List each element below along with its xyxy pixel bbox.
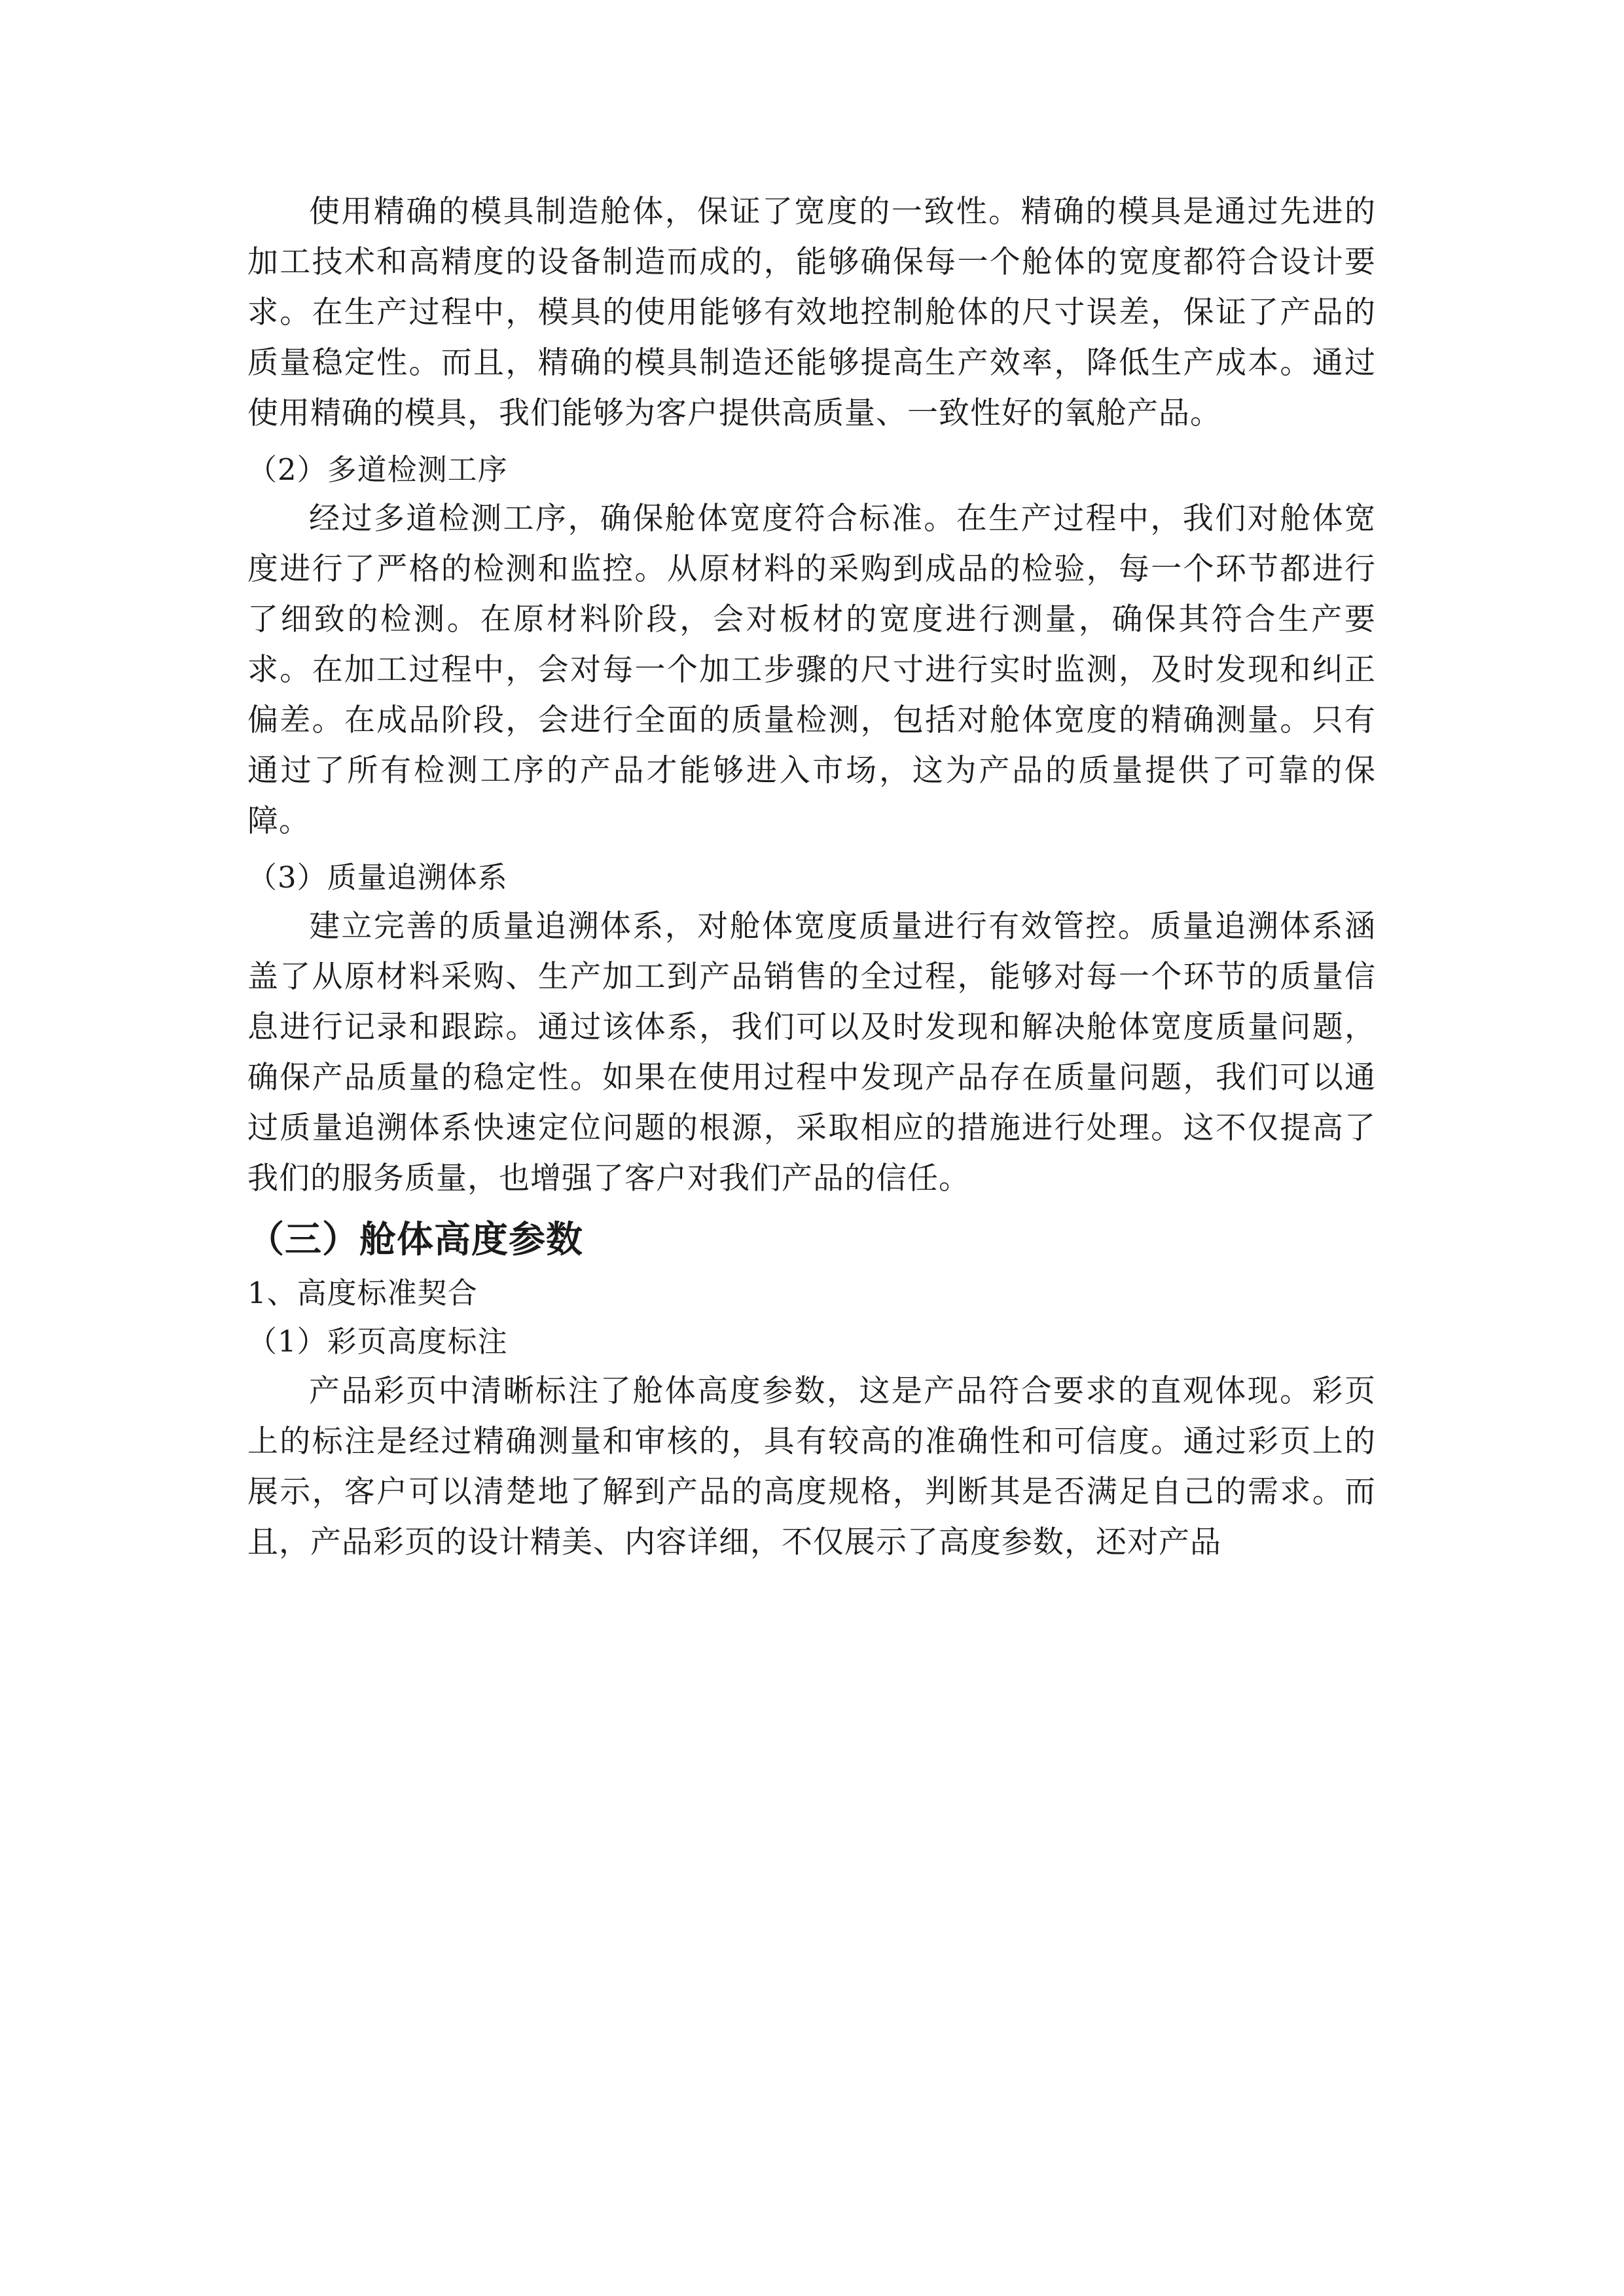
document-body	[247, 187, 1376, 1568]
heading-brochure-height-marking: （1）彩页高度标注	[247, 1324, 508, 1359]
paragraph-mold-precision: 使用精确的模具制造舱体，保证了宽度的一致性。精确的模具是通过先进的加工技术和高精度的设备制造而成的，能够确保每一个舱体的宽度都符合设计要求。在生产过程中，模具的使用能够有效地控制舱体的尺寸误差，保证了产品的质量稳定性。而且，精确的模具制造还能够提高生产效率，降低生产成本。通过使用精确的模具，我们能够为客户提供高质量、一致性好的氧舱产品。	[247, 194, 1376, 431]
paragraph-quality-traceability: 建立完善的质量追溯体系，对舱体宽度质量进行有效管控。质量追溯体系涵盖了从原材料采购、生产加工到产品销售的全过程，能够对每一个环节的质量信息进行记录和跟踪。通过该体系，我们可以及时发现和解决舱体宽度质量问题，确保产品质量的稳定性。如果在使用过程中发现产品存在质量问题，我们可以通过质量追溯体系快速定位问题的根源，采取相应的措施进行处理。这不仅提高了我们的服务质量，也增强了客户对我们产品的信任。	[247, 908, 1376, 1196]
heading-height-standard: 1、高度标准契合	[247, 1276, 478, 1310]
heading-quality-traceability: （3）质量追溯体系	[247, 860, 508, 895]
paragraph-brochure-height-marking: 产品彩页中清晰标注了舱体高度参数，这是产品符合要求的直观体现。彩页上的标注是经过精确测量和审核的，具有较高的准确性和可信度。通过彩页上的展示，客户可以清楚地了解到产品的高度规格，判断其是否满足自己的需求。而且，产品彩页的设计精美、内容详细，不仅展示了高度参数，还对产品	[247, 1373, 1376, 1560]
heading-cabin-height-params: （三）舱体高度参数	[247, 1218, 583, 1261]
heading-multi-inspection: （2）多道检测工序	[247, 452, 508, 487]
paragraph-multi-inspection: 经过多道检测工序，确保舱体宽度符合标准。在生产过程中，我们对舱体宽度进行了严格的检测和监控。从原材料的采购到成品的检验，每一个环节都进行了细致的检测。在原材料阶段，会对板材的宽度进行测量，确保其符合生产要求。在加工过程中，会对每一个加工步骤的尺寸进行实时监测，及时发现和纠正偏差。在成品阶段，会进行全面的质量检测，包括对舱体宽度的精确测量。只有通过了所有检测工序的产品才能够进入市场，这为产品的质量提供了可靠的保障。	[247, 501, 1376, 839]
